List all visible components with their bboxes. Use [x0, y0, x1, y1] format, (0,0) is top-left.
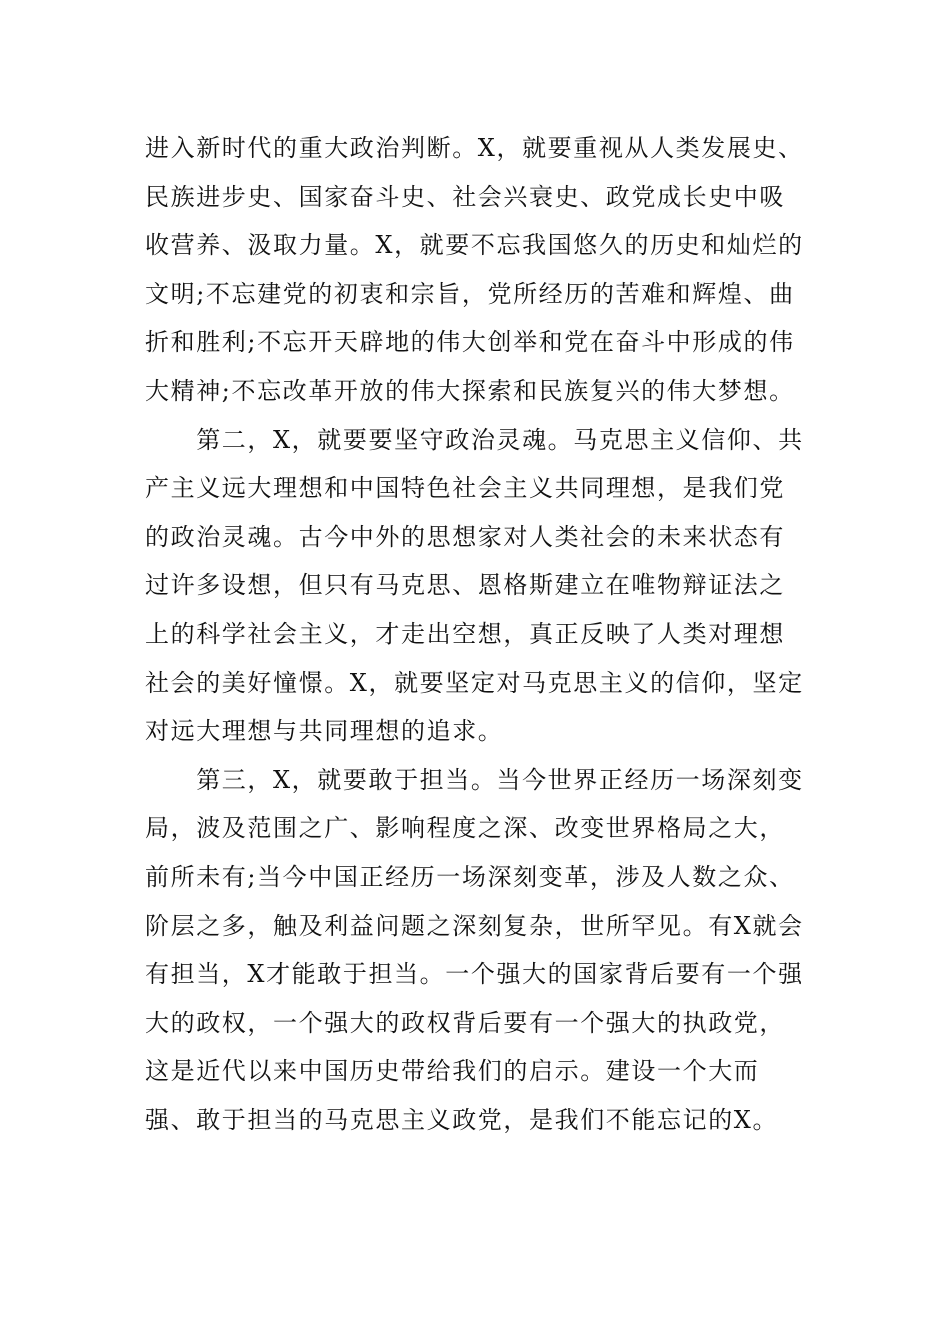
text-line: 局，波及范围之广、影响程度之深、改变世界格局之大， — [145, 814, 785, 843]
text-line: 文明;不忘建党的初衷和宗旨，党所经历的苦难和辉煌、曲 — [145, 279, 795, 308]
text-line: 的政治灵魂。古今中外的思想家对人类社会的未来状态有 — [145, 522, 785, 551]
text-line: 有担当，X才能敢于担当。一个强大的国家背后要有一个强 — [145, 960, 804, 989]
text-line: 大的政权，一个强大的政权背后要有一个强大的执政党， — [145, 1008, 785, 1037]
text-line: 进入新时代的重大政治判断。X，就要重视从人类发展史、 — [145, 134, 804, 162]
text-line: 过许多设想，但只有马克思、恩格斯建立在唯物辩证法之 — [145, 571, 785, 600]
text-line: 民族进步史、国家奋斗史、社会兴衰史、政党成长史中吸 — [145, 182, 785, 211]
document-body — [145, 124, 815, 1144]
text-line: 收营养、汲取力量。X，就要不忘我国悠久的历史和灿烂的 — [145, 231, 804, 260]
text-line: 折和胜利;不忘开天辟地的伟大创举和党在奋斗中形成的伟 — [145, 328, 795, 357]
text-line: 第二，X，就要要坚守政治灵魂。马克思主义信仰、共 — [145, 425, 804, 454]
text-line: 强、敢于担当的马克思主义政党，是我们不能忘记的X。 — [145, 1105, 779, 1134]
text-line: 前所未有;当今中国正经历一场深刻变革，涉及人数之众、 — [145, 862, 795, 891]
text-line: 这是近代以来中国历史带给我们的启示。建设一个大而 — [145, 1057, 760, 1086]
text-line: 对远大理想与共同理想的追求。 — [145, 717, 504, 746]
text-line: 社会的美好憧憬。X，就要坚定对马克思主义的信仰，坚定 — [145, 668, 804, 697]
text-line: 第三，X，就要敢于担当。当今世界正经历一场深刻变 — [145, 765, 804, 794]
text-line: 大精神;不忘改革开放的伟大探索和民族复兴的伟大梦想。 — [145, 376, 795, 405]
text-line: 上的科学社会主义，才走出空想，真正反映了人类对理想 — [145, 619, 785, 648]
text-line: 阶层之多，触及利益问题之深刻复杂，世所罕见。有X就会 — [145, 911, 804, 940]
text-line: 产主义远大理想和中国特色社会主义共同理想，是我们党 — [145, 474, 785, 503]
